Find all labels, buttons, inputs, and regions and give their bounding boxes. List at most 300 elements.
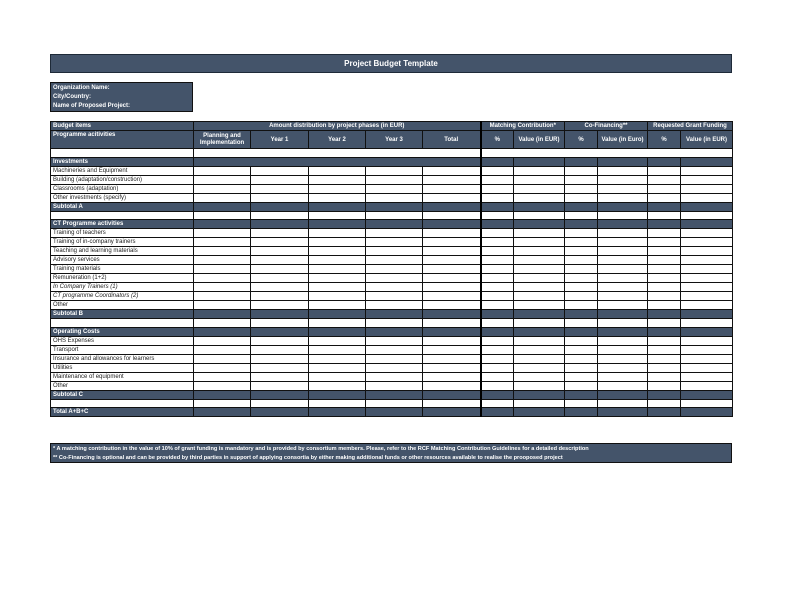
amount-cell[interactable] [366,390,423,399]
funding-cell[interactable] [514,220,565,229]
funding-cell[interactable] [681,157,733,166]
amount-cell[interactable] [309,184,366,193]
amount-cell[interactable] [251,301,309,310]
amount-cell[interactable] [251,292,309,301]
funding-cell[interactable] [598,390,648,399]
funding-cell[interactable] [565,175,598,184]
amount-cell[interactable] [366,310,423,319]
amount-cell[interactable] [251,274,309,283]
funding-cell[interactable] [598,301,648,310]
amount-cell[interactable] [251,345,309,354]
amount-cell[interactable] [309,202,366,211]
funding-cell[interactable] [598,408,648,417]
amount-cell[interactable] [423,319,481,328]
funding-cell[interactable] [514,274,565,283]
funding-cell[interactable] [648,283,681,292]
funding-cell[interactable] [598,220,648,229]
funding-cell[interactable] [681,265,733,274]
funding-cell[interactable] [514,345,565,354]
amount-cell[interactable] [309,220,366,229]
amount-cell[interactable] [251,211,309,220]
amount-cell[interactable] [423,363,481,372]
funding-cell[interactable] [565,211,598,220]
amount-cell[interactable] [309,193,366,202]
blank-cell[interactable] [51,149,194,158]
amount-cell[interactable] [366,166,423,175]
funding-cell[interactable] [648,301,681,310]
funding-cell[interactable] [481,292,514,301]
amount-cell[interactable] [251,399,309,408]
amount-cell[interactable] [251,319,309,328]
funding-cell[interactable] [598,202,648,211]
funding-cell[interactable] [481,301,514,310]
amount-cell[interactable] [251,166,309,175]
amount-cell[interactable] [309,175,366,184]
blank-cell[interactable] [194,149,481,158]
funding-cell[interactable] [481,345,514,354]
amount-cell[interactable] [309,390,366,399]
funding-cell[interactable] [514,363,565,372]
amount-cell[interactable] [309,399,366,408]
funding-cell[interactable] [565,193,598,202]
funding-cell[interactable] [481,220,514,229]
amount-cell[interactable] [309,354,366,363]
funding-cell[interactable] [481,175,514,184]
funding-cell[interactable] [514,372,565,381]
funding-cell[interactable] [648,363,681,372]
amount-cell[interactable] [194,390,251,399]
funding-cell[interactable] [681,238,733,247]
funding-cell[interactable] [565,301,598,310]
funding-cell[interactable] [598,247,648,256]
amount-cell[interactable] [423,292,481,301]
amount-cell[interactable] [194,336,251,345]
funding-cell[interactable] [514,157,565,166]
funding-cell[interactable] [681,327,733,336]
funding-cell[interactable] [565,372,598,381]
amount-cell[interactable] [366,202,423,211]
amount-cell[interactable] [194,283,251,292]
funding-cell[interactable] [514,292,565,301]
funding-cell[interactable] [648,372,681,381]
amount-cell[interactable] [366,292,423,301]
amount-cell[interactable] [423,345,481,354]
funding-cell[interactable] [565,292,598,301]
funding-cell[interactable] [481,363,514,372]
amount-cell[interactable] [366,274,423,283]
amount-cell[interactable] [309,381,366,390]
amount-cell[interactable] [194,193,251,202]
amount-cell[interactable] [194,327,251,336]
funding-cell[interactable] [481,408,514,417]
funding-cell[interactable] [514,327,565,336]
amount-cell[interactable] [366,229,423,238]
amount-cell[interactable] [423,175,481,184]
funding-cell[interactable] [514,408,565,417]
funding-cell[interactable] [598,292,648,301]
funding-cell[interactable] [681,283,733,292]
funding-cell[interactable] [565,354,598,363]
funding-cell[interactable] [598,283,648,292]
funding-cell[interactable] [681,211,733,220]
funding-cell[interactable] [648,157,681,166]
amount-cell[interactable] [423,256,481,265]
amount-cell[interactable] [251,327,309,336]
funding-cell[interactable] [648,336,681,345]
funding-cell[interactable] [481,265,514,274]
amount-cell[interactable] [309,229,366,238]
funding-cell[interactable] [598,310,648,319]
funding-cell[interactable] [565,319,598,328]
funding-cell[interactable] [598,157,648,166]
funding-cell[interactable] [648,166,681,175]
funding-cell[interactable] [648,310,681,319]
amount-cell[interactable] [366,220,423,229]
amount-cell[interactable] [423,354,481,363]
funding-cell[interactable] [565,229,598,238]
amount-cell[interactable] [251,202,309,211]
amount-cell[interactable] [423,390,481,399]
amount-cell[interactable] [309,327,366,336]
amount-cell[interactable] [366,336,423,345]
funding-cell[interactable] [598,193,648,202]
amount-cell[interactable] [423,336,481,345]
funding-cell[interactable] [481,354,514,363]
amount-cell[interactable] [251,229,309,238]
funding-cell[interactable] [565,381,598,390]
funding-cell[interactable] [648,202,681,211]
funding-cell[interactable] [681,381,733,390]
amount-cell[interactable] [309,274,366,283]
amount-cell[interactable] [423,229,481,238]
funding-cell[interactable] [565,184,598,193]
amount-cell[interactable] [366,238,423,247]
amount-cell[interactable] [194,381,251,390]
funding-cell[interactable] [681,202,733,211]
funding-cell[interactable] [514,265,565,274]
amount-cell[interactable] [194,274,251,283]
amount-cell[interactable] [194,345,251,354]
amount-cell[interactable] [423,283,481,292]
amount-cell[interactable] [423,408,481,417]
amount-cell[interactable] [194,211,251,220]
funding-cell[interactable] [565,202,598,211]
amount-cell[interactable] [194,247,251,256]
funding-cell[interactable] [681,274,733,283]
funding-cell[interactable] [681,193,733,202]
funding-cell[interactable] [681,390,733,399]
amount-cell[interactable] [309,336,366,345]
funding-cell[interactable] [565,310,598,319]
funding-cell[interactable] [681,292,733,301]
funding-cell[interactable] [681,372,733,381]
funding-cell[interactable] [681,184,733,193]
amount-cell[interactable] [423,247,481,256]
amount-cell[interactable] [194,256,251,265]
amount-cell[interactable] [366,247,423,256]
funding-cell[interactable] [648,238,681,247]
amount-cell[interactable] [366,256,423,265]
funding-cell[interactable] [514,247,565,256]
funding-cell[interactable] [481,319,514,328]
funding-cell[interactable] [681,345,733,354]
amount-cell[interactable] [194,399,251,408]
funding-cell[interactable] [648,229,681,238]
funding-cell[interactable] [648,354,681,363]
funding-cell[interactable] [681,220,733,229]
funding-cell[interactable] [681,247,733,256]
amount-cell[interactable] [194,363,251,372]
amount-cell[interactable] [251,238,309,247]
funding-cell[interactable] [514,166,565,175]
funding-cell[interactable] [648,193,681,202]
funding-cell[interactable] [481,166,514,175]
amount-cell[interactable] [194,265,251,274]
amount-cell[interactable] [423,184,481,193]
amount-cell[interactable] [309,310,366,319]
amount-cell[interactable] [194,166,251,175]
amount-cell[interactable] [194,354,251,363]
amount-cell[interactable] [194,184,251,193]
amount-cell[interactable] [366,175,423,184]
amount-cell[interactable] [251,354,309,363]
funding-cell[interactable] [481,327,514,336]
funding-cell[interactable] [598,265,648,274]
amount-cell[interactable] [251,381,309,390]
funding-cell[interactable] [648,390,681,399]
funding-cell[interactable] [481,390,514,399]
amount-cell[interactable] [251,310,309,319]
funding-cell[interactable] [481,193,514,202]
funding-cell[interactable] [514,283,565,292]
amount-cell[interactable] [194,220,251,229]
amount-cell[interactable] [194,310,251,319]
amount-cell[interactable] [423,274,481,283]
amount-cell[interactable] [423,381,481,390]
amount-cell[interactable] [366,211,423,220]
funding-cell[interactable] [514,390,565,399]
amount-cell[interactable] [423,193,481,202]
amount-cell[interactable] [309,166,366,175]
funding-cell[interactable] [681,301,733,310]
amount-cell[interactable] [251,390,309,399]
funding-cell[interactable] [598,274,648,283]
funding-cell[interactable] [598,363,648,372]
funding-cell[interactable] [565,238,598,247]
funding-cell[interactable] [481,399,514,408]
funding-cell[interactable] [514,354,565,363]
amount-cell[interactable] [251,184,309,193]
amount-cell[interactable] [309,301,366,310]
funding-cell[interactable] [598,399,648,408]
funding-cell[interactable] [648,247,681,256]
amount-cell[interactable] [366,327,423,336]
funding-cell[interactable] [598,345,648,354]
amount-cell[interactable] [194,319,251,328]
funding-cell[interactable] [514,211,565,220]
amount-cell[interactable] [366,354,423,363]
funding-cell[interactable] [481,283,514,292]
funding-cell[interactable] [514,202,565,211]
amount-cell[interactable] [366,184,423,193]
funding-cell[interactable] [648,345,681,354]
funding-cell[interactable] [565,247,598,256]
funding-cell[interactable] [481,184,514,193]
funding-cell[interactable] [514,184,565,193]
funding-cell[interactable] [598,336,648,345]
amount-cell[interactable] [366,283,423,292]
funding-cell[interactable] [598,256,648,265]
funding-cell[interactable] [648,408,681,417]
amount-cell[interactable] [423,310,481,319]
funding-cell[interactable] [565,274,598,283]
amount-cell[interactable] [309,238,366,247]
funding-cell[interactable] [681,310,733,319]
funding-cell[interactable] [565,399,598,408]
amount-cell[interactable] [309,211,366,220]
funding-cell[interactable] [681,363,733,372]
funding-cell[interactable] [681,354,733,363]
amount-cell[interactable] [366,408,423,417]
funding-cell[interactable] [565,256,598,265]
funding-cell[interactable] [565,283,598,292]
amount-cell[interactable] [251,247,309,256]
funding-cell[interactable] [481,229,514,238]
funding-cell[interactable] [681,256,733,265]
funding-cell[interactable] [598,166,648,175]
funding-cell[interactable] [648,184,681,193]
amount-cell[interactable] [194,202,251,211]
funding-cell[interactable] [481,256,514,265]
funding-cell[interactable] [514,301,565,310]
funding-cell[interactable] [648,381,681,390]
amount-cell[interactable] [309,292,366,301]
amount-cell[interactable] [194,292,251,301]
funding-cell[interactable] [681,175,733,184]
funding-cell[interactable] [648,319,681,328]
amount-cell[interactable] [251,220,309,229]
funding-cell[interactable] [565,363,598,372]
amount-cell[interactable] [309,408,366,417]
funding-cell[interactable] [481,211,514,220]
funding-cell[interactable] [565,220,598,229]
funding-cell[interactable] [598,354,648,363]
funding-cell[interactable] [598,372,648,381]
amount-cell[interactable] [366,381,423,390]
funding-cell[interactable] [681,319,733,328]
amount-cell[interactable] [309,372,366,381]
amount-cell[interactable] [251,265,309,274]
amount-cell[interactable] [423,238,481,247]
amount-cell[interactable] [423,327,481,336]
amount-cell[interactable] [309,363,366,372]
funding-cell[interactable] [565,345,598,354]
amount-cell[interactable] [194,372,251,381]
amount-cell[interactable] [194,408,251,417]
amount-cell[interactable] [194,229,251,238]
funding-cell[interactable] [648,292,681,301]
amount-cell[interactable] [251,372,309,381]
funding-cell[interactable] [598,184,648,193]
funding-cell[interactable] [598,175,648,184]
amount-cell[interactable] [251,193,309,202]
amount-cell[interactable] [309,319,366,328]
amount-cell[interactable] [251,175,309,184]
funding-cell[interactable] [681,336,733,345]
amount-cell[interactable] [309,247,366,256]
amount-cell[interactable] [366,265,423,274]
funding-cell[interactable] [681,166,733,175]
funding-cell[interactable] [514,256,565,265]
amount-cell[interactable] [309,265,366,274]
funding-cell[interactable] [481,238,514,247]
funding-cell[interactable] [481,202,514,211]
funding-cell[interactable] [681,399,733,408]
amount-cell[interactable] [366,319,423,328]
amount-cell[interactable] [309,256,366,265]
amount-cell[interactable] [423,265,481,274]
funding-cell[interactable] [565,265,598,274]
amount-cell[interactable] [194,238,251,247]
funding-cell[interactable] [648,327,681,336]
funding-cell[interactable] [598,238,648,247]
funding-cell[interactable] [514,381,565,390]
amount-cell[interactable] [366,372,423,381]
funding-cell[interactable] [648,265,681,274]
funding-cell[interactable] [598,381,648,390]
amount-cell[interactable] [251,363,309,372]
funding-cell[interactable] [514,399,565,408]
funding-cell[interactable] [565,408,598,417]
funding-cell[interactable] [514,310,565,319]
funding-cell[interactable] [481,157,514,166]
funding-cell[interactable] [648,220,681,229]
blank-cell[interactable] [481,149,733,158]
amount-cell[interactable] [423,372,481,381]
funding-cell[interactable] [648,256,681,265]
funding-cell[interactable] [514,319,565,328]
funding-cell[interactable] [514,238,565,247]
funding-cell[interactable] [565,327,598,336]
funding-cell[interactable] [514,229,565,238]
funding-cell[interactable] [648,175,681,184]
funding-cell[interactable] [565,157,598,166]
amount-cell[interactable] [423,211,481,220]
amount-cell[interactable] [194,175,251,184]
amount-cell[interactable] [366,399,423,408]
amount-cell[interactable] [309,283,366,292]
funding-cell[interactable] [648,211,681,220]
funding-cell[interactable] [648,274,681,283]
amount-cell[interactable] [423,399,481,408]
funding-cell[interactable] [648,399,681,408]
amount-cell[interactable] [251,256,309,265]
funding-cell[interactable] [481,310,514,319]
funding-cell[interactable] [514,193,565,202]
funding-cell[interactable] [598,211,648,220]
amount-cell[interactable] [309,345,366,354]
amount-cell[interactable] [366,363,423,372]
funding-cell[interactable] [481,247,514,256]
funding-cell[interactable] [565,166,598,175]
funding-cell[interactable] [598,327,648,336]
funding-cell[interactable] [481,336,514,345]
funding-cell[interactable] [681,229,733,238]
amount-cell[interactable] [423,166,481,175]
amount-cell[interactable] [251,336,309,345]
amount-cell[interactable] [251,283,309,292]
funding-cell[interactable] [481,381,514,390]
